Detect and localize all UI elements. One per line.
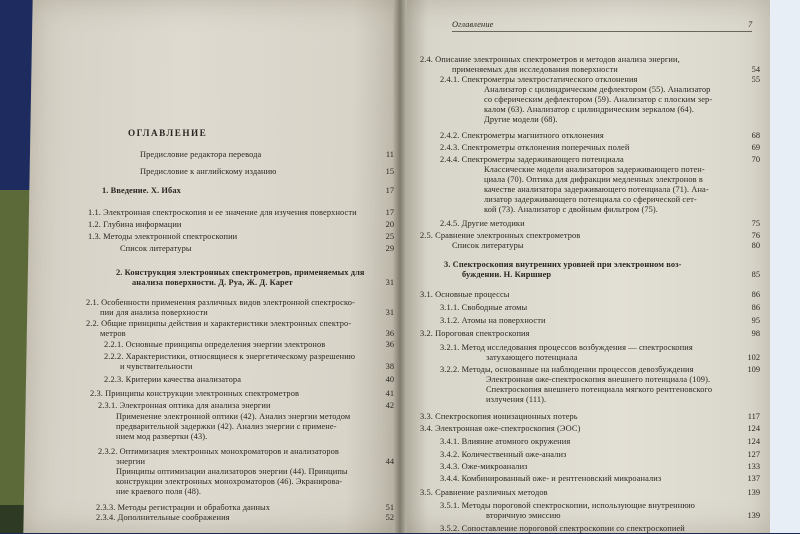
left-toc-entry-title: пии для анализа поверхности — [100, 308, 208, 317]
left-toc-entry-title: 2.3.3. Методы регистрации и обработка данных — [96, 503, 271, 512]
right-toc-entry-title: циала (70). Оптика для дифракции медленных электронов в — [484, 175, 703, 184]
right-toc-entry-title: вторичную эмиссию — [486, 511, 561, 520]
right-toc-entry-page-number: 69 — [751, 143, 760, 152]
right-toc-entry-page-number: 117 — [747, 412, 760, 421]
right-toc-entry-title: 3.4.1. Влияние атомного окружения — [440, 437, 571, 446]
right-toc-entry-page-number: 86 — [751, 290, 760, 299]
header-rule — [452, 31, 752, 32]
right-toc-entry-page-number: 139 — [747, 488, 760, 497]
right-toc-entry-title: 2.4.2. Спектрометры магнитного отклонения — [440, 131, 604, 140]
right-toc-entry-page-number: 75 — [751, 219, 760, 228]
right-toc-entry-page-number: 124 — [747, 424, 760, 433]
right-toc-entry-title: качестве анализатора задерживающего потенциала (71). Ана- — [484, 185, 709, 194]
left-toc-entry-title: 2.2.3. Критерии качества анализатора — [104, 375, 242, 384]
right-toc-entry-title: 3.5.1. Методы пороговой спектроскопии, использующие внутреннюю — [440, 501, 696, 510]
right-toc-entry-page-number: 137 — [747, 474, 760, 483]
right-toc-entry-page-number: 124 — [747, 437, 760, 446]
right-toc-entry-page-number: 55 — [751, 75, 760, 84]
left-toc-entry-page-number: 36 — [385, 329, 394, 338]
right-toc-entry-title: 3.3. Спектроскопия ионизационных потерь — [420, 412, 578, 421]
left-toc-entry-title: предварительной задержки (42). Анализ энергии с примене- — [116, 422, 337, 431]
left-toc-entry-title: 2.1. Особенности применения различных видов электронной спектроско- — [86, 298, 355, 307]
right-toc-entry-title: 3.5. Сравнение различных методов — [420, 488, 548, 497]
left-toc-entry-title: 2.3. Принципы конструкции электронных спектрометров — [90, 389, 300, 398]
right-toc-entry-page-number: 68 — [751, 131, 760, 140]
left-toc-entry-title: 1.3. Методы электронной спектроскопии — [88, 232, 238, 241]
right-toc-entry-page-number: 127 — [747, 450, 760, 459]
left-toc-entry-page-number: 20 — [385, 220, 394, 229]
left-toc-entry-title: 2.2.1. Основные принципы определения энергии электронов — [104, 340, 326, 349]
left-toc-entry-page-number: 51 — [385, 503, 394, 512]
left-toc-entry-page-number: 44 — [385, 457, 394, 466]
left-toc-entry-title: 2.3.1. Электронная оптика для анализа энергии — [98, 401, 271, 410]
left-toc-entry-title: Предисловие к английскому изданию — [140, 167, 277, 176]
left-toc-entry-title: Список литературы — [120, 244, 192, 253]
right-toc-entry-title: 3.2. Пороговая спектроскопия — [420, 329, 530, 338]
left-toc-entry-title: анализа поверхности. Д. Руа, Ж. Д. Карет — [132, 278, 293, 287]
right-toc-entry-title: калом (63). Анализатор с цилиндрическим зеркалом (64). — [484, 105, 694, 114]
left-toc-entry-title: 2.3.4. Дополнительные соображения — [96, 513, 230, 522]
left-toc-entry-page-number: 31 — [385, 308, 394, 317]
right-toc-entry-title: 3.2.1. Метод исследования процессов возбуждения — спектроскопия — [440, 343, 693, 352]
left-toc-entry-page-number: 36 — [385, 340, 394, 349]
right-toc-entry-page-number: 133 — [747, 462, 760, 471]
right-toc-entry-page-number: 98 — [751, 329, 760, 338]
right-toc-entry-page-number: 86 — [751, 303, 760, 312]
right-toc-entry-title: 3.4. Электронная оже-спектроскопия (ЭОС) — [420, 424, 581, 433]
right-toc-entry-title: кой (73). Анализатор с двойным фильтром (75). — [484, 205, 659, 214]
right-toc-entry-title: Список литературы — [452, 241, 524, 250]
right-toc-entry-title: 3.1.1. Свободные атомы — [440, 303, 528, 312]
left-toc-entry-title: метров — [100, 329, 126, 338]
page-number: 7 — [748, 20, 753, 29]
running-head: Оглавление — [452, 20, 494, 29]
toc-heading: ОГЛАВЛЕНИЕ — [128, 128, 208, 138]
left-toc-entry-title: 1. Введение. Х. Ибах — [102, 186, 181, 195]
right-toc-entry-title: 3.4.4. Комбинированный оже- и рентгеновский микроанализ — [440, 474, 662, 483]
left-toc-entry-page-number: 17 — [385, 208, 394, 217]
right-toc-entry-page-number: 76 — [751, 231, 760, 240]
left-toc-entry-page-number: 25 — [385, 232, 394, 241]
book-gutter — [393, 0, 407, 533]
left-toc-entry-title: нием мод развертки (43). — [116, 432, 208, 441]
right-toc-entry-page-number: 102 — [747, 353, 760, 362]
left-toc-entry-page-number: 29 — [385, 244, 394, 253]
right-toc-entry-title: 3. Спектроскопия внутренних уровней при электронном воз- — [444, 260, 682, 269]
right-toc-entry-title: 2.4.4. Спектрометры задерживающего потенциала — [440, 155, 624, 164]
left-toc-entry-title: Принципы оптимизации анализаторов энергии (44). Принципы — [116, 467, 348, 476]
left-toc-entry-title: ние краевого поля (48). — [116, 487, 202, 496]
right-toc-entry-title: 2.4.5. Другие методики — [440, 219, 525, 228]
right-toc-entry-title: со сферическим дефлектором (59). Анализатор с плоским зер- — [484, 95, 713, 104]
left-toc-entry-page-number: 41 — [385, 389, 394, 398]
right-toc-entry-title: 3.1.2. Атомы на поверхности — [440, 316, 546, 325]
left-toc-entry-title: 2.2.2. Характеристики, относящиеся к энергетическому разрешению — [104, 352, 356, 361]
right-toc-entry-title: 3.2.2. Методы, основанные на наблюдении процессов девозбуждения — [440, 365, 694, 374]
right-toc-entry-title: 3.5.2. Сопоставление пороговой спектроскопии со спектроскопией — [440, 524, 685, 533]
right-toc-entry-page-number: 80 — [751, 241, 760, 250]
right-toc-entry-page-number: 139 — [747, 511, 760, 520]
right-toc-entry-title: 2.4.3. Спектрометры отклонения поперечных полей — [440, 143, 630, 152]
left-toc-entry-page-number: 17 — [385, 186, 394, 195]
right-toc-entry-page-number: 95 — [751, 316, 760, 325]
left-toc-entry-page-number: 15 — [385, 167, 394, 176]
left-toc-entry-page-number: 52 — [385, 513, 394, 522]
right-toc-entry-title: Анализатор с цилиндрическим дефлектором (55). Анализатор — [484, 85, 711, 94]
right-toc-entry-title: 2.5. Сравнение электронных спектрометров — [420, 231, 581, 240]
left-toc-entry-title: 2. Конструкция электронных спектрометров, применяемых для — [116, 268, 365, 277]
left-toc-entry-title: энергии — [116, 457, 146, 466]
right-toc-entry-title: 2.4.1. Спектрометры электростатического отклонения — [440, 75, 638, 84]
right-toc-entry-title: 3.1. Основные процессы — [420, 290, 510, 299]
left-toc-entry-page-number: 31 — [385, 278, 394, 287]
left-toc-entry-title: Предисловие редактора перевода — [140, 150, 262, 159]
right-toc-entry-title: затухающего потенциала — [486, 353, 578, 362]
left-toc-entry-page-number: 42 — [385, 401, 394, 410]
left-toc-entry-title: 2.3.2. Оптимизация электронных монохроматоров и анализаторов — [98, 447, 339, 456]
right-toc-entry-page-number: 85 — [751, 270, 760, 279]
right-toc-entry-title: 2.4. Описание электронных спектрометров и методов анализа энергии, — [420, 55, 680, 64]
right-toc-entry-title: 3.4.3. Оже-микроанализ — [440, 462, 528, 471]
left-toc-entry-title: 2.2. Общие принципы действия и характеристики электронных спектро- — [86, 319, 352, 328]
left-toc-entry-page-number: 38 — [385, 362, 394, 371]
right-toc-entry-page-number: 54 — [751, 65, 760, 74]
left-toc-entry-title: конструкции электронных монохроматоров (46). Экранирова- — [116, 477, 343, 486]
left-toc-entry-page-number: 40 — [385, 375, 394, 384]
right-toc-entry-title: излучения (111). — [486, 395, 547, 404]
right-toc-entry-title: Классические модели анализаторов задерживающего потен- — [484, 165, 705, 174]
right-toc-entry-title: Спектроскопия внешнего потенциала мягкого рентгеновского — [486, 385, 713, 394]
right-toc-entry-title: лизатор задерживающего потенциала со сферической сет- — [484, 195, 697, 204]
right-toc-entry-title: 3.4.2. Количественный оже-анализ — [440, 450, 567, 459]
right-toc-entry-title: Другие модели (68). — [484, 115, 558, 124]
left-toc-entry-title: 1.2. Глубина информации — [88, 220, 182, 229]
right-toc-entry-page-number: 109 — [747, 365, 760, 374]
right-toc-entry-page-number: 70 — [751, 155, 760, 164]
left-toc-entry-title: Применение электронной оптики (42). Анализ энергии методом — [116, 412, 351, 421]
right-toc-entry-title: применяемых для исследования поверхности — [452, 65, 618, 74]
left-toc-entry-page-number: 11 — [385, 150, 394, 159]
left-toc-entry-title: и чувствительности — [120, 362, 193, 371]
right-toc-entry-title: Электронная оже-спектроскопия внешнего потенциала (109). — [486, 375, 711, 384]
right-toc-entry-title: буждении. Н. Киршнер — [462, 270, 552, 279]
left-toc-entry-title: 1.1. Электронная спектроскопия и ее значение для изучения поверхности — [88, 208, 357, 217]
